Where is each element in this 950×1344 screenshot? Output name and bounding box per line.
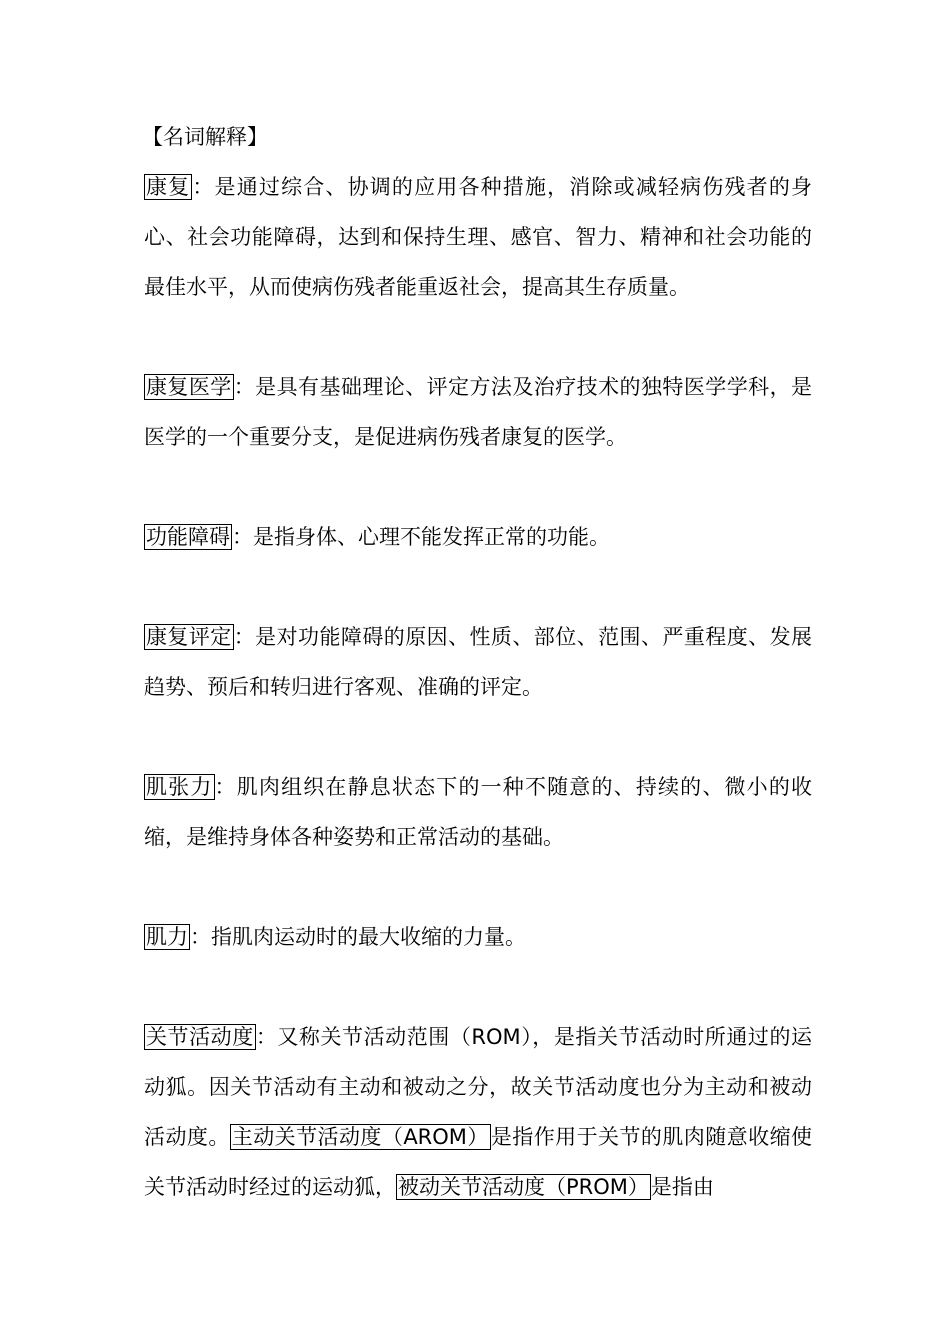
definition-text: 指肌肉运动时的最大收缩的力量。 [211,925,526,949]
separator: ： [255,1025,278,1049]
term-ji-zhangli: 肌张力 [146,775,213,799]
definition-kangfu [144,162,812,312]
term-arom: 主动关节活动度（AROM） [231,1125,489,1149]
term-prom: 被动关节活动度（PROM） [398,1175,649,1199]
section-heading: 【名词解释】 [142,125,268,149]
definition-text-arom: 是指作用于关节的肌肉随意收缩使关节活动时经过的运动狐， [144,1125,813,1199]
definition-text: 是指身体、心理不能发挥正常的功能。 [253,525,610,549]
definition-kangfu-pingding [144,612,812,712]
term-jili: 肌力 [146,925,188,949]
definition-guanjie-huodongdu [144,1012,812,1212]
term-gongneng-zhang-ai: 功能障碍 [146,525,230,549]
separator: ： [192,175,215,199]
definition-text: 是通过综合、协调的应用各种措施，消除或减轻病伤残者的身心、社会功能障碍，达到和保持生理、感官、智力、精神和社会功能的最佳水平，从而使病伤残者能重返社会，提高其生存质量。 [144,175,813,299]
separator: ： [232,525,253,549]
definition-text-prom: 是指由 [650,1175,714,1199]
term-kangfu-pingding: 康复评定 [146,625,232,649]
definition-text: 又称关节活动范围（ROM），是指关节活动时所通过的运动狐。因关节活动有主动和被动之分，故关节活动度也分为主动和被动活动度。 [144,1025,813,1149]
term-guanjie-huodongdu: 关节活动度 [146,1025,254,1049]
definition-kangfu-yixue [144,362,812,462]
definition-gongneng-zhang-ai [144,512,812,562]
definition-text: 是对功能障碍的原因、性质、部位、范围、严重程度、发展趋势、预后和转归进行客观、准确的评定。 [144,625,813,699]
definition-text: 肌肉组织在静息状态下的一种不随意的、持续的、微小的收缩，是维持身体各种姿势和正常活动的基础。 [144,775,813,849]
definition-text: 是具有基础理论、评定方法及治疗技术的独特医学学科，是医学的一个重要分支，是促进病伤残者康复的医学。 [144,375,813,449]
document-page [144,112,812,1212]
definition-ji-zhangli [144,762,812,862]
separator: ： [190,925,211,949]
definition-jili [144,912,812,962]
term-kangfu: 康复 [146,175,191,199]
separator: ： [214,775,237,799]
separator: ： [233,375,256,399]
term-kangfu-yixue: 康复医学 [146,375,232,399]
separator: ： [233,625,256,649]
